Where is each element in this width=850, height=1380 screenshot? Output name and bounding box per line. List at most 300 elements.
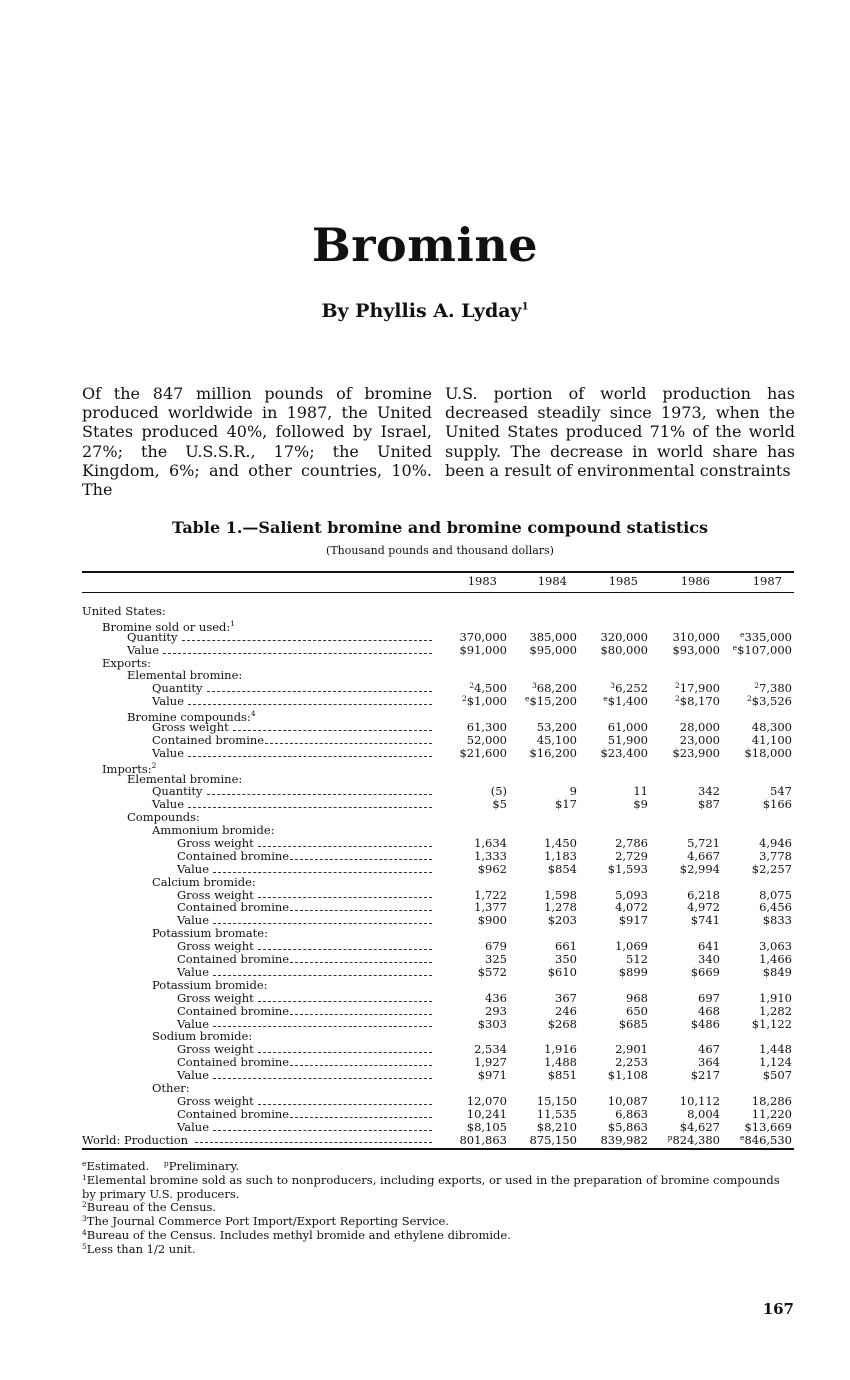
cell-value: 2,729 (615, 848, 648, 863)
cell-value: 2,534 (474, 1042, 507, 1057)
intro-column-right (445, 384, 795, 480)
table-cell (722, 914, 792, 927)
leader-dots (188, 807, 432, 808)
cell-value: $507 (762, 1068, 792, 1083)
cell-value: $9 (633, 797, 648, 812)
cell-value: $166 (762, 797, 792, 812)
cell-value: $685 (618, 1016, 648, 1031)
cell-value: 342 (698, 784, 720, 799)
cell-value: 61,000 (607, 720, 648, 735)
cell-value: 468 (698, 1003, 720, 1018)
leader-dots (163, 653, 432, 654)
leader-dots (265, 743, 432, 744)
row-label-text: Quantity (152, 784, 203, 799)
table-cell (507, 695, 577, 708)
cell-value: $610 (547, 964, 577, 979)
cell-value: 68,200 (536, 681, 577, 696)
row-label-text: Contained bromine (177, 848, 290, 863)
cell-value: 4,072 (615, 900, 648, 915)
cell-value: 1,333 (474, 848, 507, 863)
table-cell (650, 747, 720, 760)
row-label-text: Sodium bromide: (152, 1029, 253, 1044)
leader-dots (290, 910, 432, 911)
cell-value: $1,593 (607, 861, 648, 876)
cell-value: $16,200 (529, 745, 577, 760)
cell-value: $486 (690, 1016, 720, 1031)
cell-value: $900 (477, 913, 507, 928)
cell-value: 364 (698, 1055, 720, 1070)
leader-dots (258, 1104, 432, 1105)
leader-dots (213, 1130, 432, 1131)
table-bottom-rule (82, 1148, 794, 1150)
row-label-text: Gross weight (177, 887, 254, 902)
table-cell (722, 966, 792, 979)
cell-footnote-marker: e (732, 642, 738, 652)
cell-value: $971 (477, 1068, 507, 1083)
table-cell (507, 798, 577, 811)
footnote: $^1$Elemental bromine sold as such to nonproducers, including exports, or used in the preparation of bromine compounds by primary U.S. producers. (82, 1172, 780, 1201)
row-label-text: Gross weight (177, 1093, 254, 1108)
cell-value: 45,100 (536, 732, 577, 747)
row-label-text: Quantity (152, 681, 203, 696)
row-label-text: Ammonium bromide: (152, 823, 275, 838)
cell-value: 1,278 (544, 900, 577, 915)
table-cell (650, 1134, 720, 1147)
cell-value: 18,286 (751, 1093, 792, 1108)
row-label-text: Compounds: (127, 810, 200, 825)
leader-dots (258, 1052, 432, 1053)
footnote: $^3$The Journal Commerce Port Import/Export Reporting Service. (82, 1214, 449, 1229)
row-label-text: Gross weight (177, 939, 254, 954)
table-cell (437, 695, 507, 708)
leader-dots (290, 1065, 432, 1066)
leader-dots (195, 1142, 432, 1143)
table-cell (650, 798, 720, 811)
row-label-text: Value (127, 642, 159, 657)
year-header-1987: 1987 (752, 574, 782, 588)
cell-value: 11 (633, 784, 648, 799)
row-label-footnote: 1 (230, 618, 236, 628)
cell-value: 10,112 (679, 1093, 720, 1108)
leader-dots (258, 897, 432, 898)
cell-value: 6,218 (687, 887, 720, 902)
leader-dots (207, 691, 432, 692)
cell-value: $203 (547, 913, 577, 928)
cell-value: 4,946 (759, 836, 792, 851)
table-cell (578, 1069, 648, 1082)
cell-value: 2,253 (615, 1055, 648, 1070)
table-cell (722, 695, 792, 708)
leader-dots (258, 1001, 432, 1002)
row-label-text: Value (152, 694, 184, 709)
cell-value: 4,972 (687, 900, 720, 915)
cell-value: 3,063 (759, 939, 792, 954)
table-cell (650, 1018, 720, 1031)
leader-dots (213, 975, 432, 976)
table-cell (578, 798, 648, 811)
table-cell (507, 1018, 577, 1031)
row-label-text: Contained bromine (177, 1106, 290, 1121)
cell-value: 1,722 (474, 887, 507, 902)
row-label-text: Gross weight (152, 720, 229, 735)
row-label-text: Quantity (127, 629, 178, 644)
cell-value: 4,667 (687, 848, 720, 863)
cell-footnote-marker: 2 (746, 694, 752, 704)
cell-value: $21,600 (459, 745, 507, 760)
cell-value: 320,000 (600, 629, 648, 644)
table-row (82, 605, 794, 618)
table-cell (507, 644, 577, 657)
leader-dots (213, 1026, 432, 1027)
row-label-text: Imports: (102, 761, 152, 776)
cell-value: 246 (555, 1003, 577, 1018)
cell-value: $4,627 (679, 1119, 720, 1134)
cell-value: 48,300 (751, 720, 792, 735)
table-title: Table 1.—Salient bromine and bromine compound statistics (171, 518, 709, 537)
cell-value: $1,000 (466, 694, 507, 709)
cell-value: 52,000 (466, 732, 507, 747)
cell-value: $851 (547, 1068, 577, 1083)
row-label-text: Value (177, 913, 209, 928)
cell-footnote-marker: e (739, 1132, 745, 1142)
table-cell (437, 966, 507, 979)
cell-footnote-marker: 3 (531, 681, 537, 691)
table-cell (578, 1018, 648, 1031)
cell-value: 9 (569, 784, 577, 799)
cell-value: $13,669 (744, 1119, 792, 1134)
cell-value: 467 (698, 1042, 720, 1057)
cell-value: 325 (485, 952, 507, 967)
row-label-text: Calcium bromide: (152, 874, 256, 889)
cell-value: 11,220 (751, 1106, 792, 1121)
cell-value: 547 (770, 784, 792, 799)
cell-value: 1,377 (474, 900, 507, 915)
cell-value: $854 (547, 861, 577, 876)
table-cell (650, 644, 720, 657)
table-subtitle: (Thousand pounds and thousand dollars) (326, 544, 554, 557)
cell-value: 1,916 (544, 1042, 577, 1057)
cell-value: $1,400 (607, 694, 648, 709)
table-footnotes (82, 1160, 794, 1257)
cell-value: $18,000 (744, 745, 792, 760)
leader-dots (213, 923, 432, 924)
cell-value: 1,598 (544, 887, 577, 902)
row-label-text: Other: (152, 1080, 190, 1095)
table-body (82, 605, 794, 1146)
cell-value: $849 (762, 964, 792, 979)
leader-dots (290, 859, 432, 860)
page-number: 167 (762, 1300, 794, 1318)
cell-value: $833 (762, 913, 792, 928)
cell-value: 23,000 (679, 732, 720, 747)
table-row (82, 695, 794, 708)
cell-footnote-marker: e (603, 694, 608, 704)
cell-footnote-marker: 2 (754, 681, 760, 691)
cell-value: 11,535 (536, 1106, 577, 1121)
row-label-text: Contained bromine (177, 952, 290, 967)
cell-value: 661 (555, 939, 577, 954)
cell-value: $8,105 (466, 1119, 507, 1134)
cell-footnote-marker: 2 (461, 694, 467, 704)
row-label-text: Potassium bromate: (152, 926, 268, 941)
table-cell (578, 644, 648, 657)
cell-value: 61,300 (466, 720, 507, 735)
author-name: By Phyllis A. Lyday (321, 300, 522, 322)
row-label-text: Bromine sold or used: (102, 619, 231, 634)
intro-column-left (82, 384, 432, 499)
cell-footnote-marker: e (524, 694, 530, 704)
row-label-text: Gross weight (177, 1042, 254, 1057)
leader-dots (290, 1117, 432, 1118)
cell-value: 1,634 (474, 836, 507, 851)
footnote: $^e$Estimated. $^p$Preliminary. (82, 1159, 240, 1173)
row-label-text: Value (152, 745, 184, 760)
cell-value: 6,252 (615, 681, 648, 696)
cell-value: 6,863 (615, 1106, 648, 1121)
table-cell (507, 966, 577, 979)
leader-dots (258, 846, 432, 847)
cell-value: $5 (492, 797, 507, 812)
table-row (82, 747, 794, 760)
cell-value: 17,900 (679, 681, 720, 696)
cell-value: 1,448 (759, 1042, 792, 1057)
cell-value: $899 (618, 964, 648, 979)
table-cell (722, 1018, 792, 1031)
row-label-text: Contained bromine (152, 732, 265, 747)
cell-value: 801,863 (459, 1132, 507, 1147)
table-cell (650, 695, 720, 708)
cell-value: $17 (555, 797, 577, 812)
cell-value: $15,200 (529, 694, 577, 709)
table-cell (507, 1134, 577, 1147)
row-label-text: Gross weight (177, 990, 254, 1005)
footnote: $^2$Bureau of the Census. (82, 1200, 217, 1215)
intro-paragraph-right: U.S. portion of world production has decreased steadily since 1973, when the United States produced 71% of the world supply. The decrease in world share has been a result of environmental constraints (445, 384, 795, 480)
cell-value: 1,466 (759, 952, 792, 967)
cell-value: 350 (555, 952, 577, 967)
cell-value: 8,075 (759, 887, 792, 902)
table-cell (722, 1069, 792, 1082)
row-label (82, 1134, 188, 1147)
cell-value: 5,093 (615, 887, 648, 902)
cell-value: $741 (690, 913, 720, 928)
cell-value: 512 (626, 952, 648, 967)
cell-value: 51,900 (607, 732, 648, 747)
cell-value: 8,004 (687, 1106, 720, 1121)
leader-dots (290, 962, 432, 963)
table-cell (437, 914, 507, 927)
cell-value: 436 (485, 990, 507, 1005)
article-title: Bromine (311, 218, 539, 272)
table-cell (437, 644, 507, 657)
cell-value: $962 (477, 861, 507, 876)
cell-value: $93,000 (672, 642, 720, 657)
row-label-text: Value (152, 797, 184, 812)
table-cell (722, 747, 792, 760)
cell-value: 367 (555, 990, 577, 1005)
table-header-rule (82, 592, 794, 593)
row-label-footnote: 2 (151, 760, 157, 770)
table-cell (578, 747, 648, 760)
cell-value: $2,257 (751, 861, 792, 876)
cell-value: $1,122 (751, 1016, 792, 1031)
table-cell (437, 747, 507, 760)
cell-value: 2,901 (615, 1042, 648, 1057)
cell-value: $87 (698, 797, 720, 812)
cell-value: 697 (698, 990, 720, 1005)
row-label-text: World: Production (82, 1132, 189, 1147)
cell-value: 293 (485, 1003, 507, 1018)
cell-value: 7,380 (759, 681, 792, 696)
cell-value: 1,183 (544, 848, 577, 863)
row-label-text: Gross weight (177, 836, 254, 851)
cell-value: $572 (477, 964, 507, 979)
table-cell (650, 1069, 720, 1082)
row-label-text: Contained bromine (177, 1055, 290, 1070)
cell-value: $80,000 (600, 642, 648, 657)
cell-value: 340 (698, 952, 720, 967)
table-cell (578, 966, 648, 979)
row-label-text: Potassium bromide: (152, 977, 268, 992)
cell-value: $1,108 (607, 1068, 648, 1083)
cell-value: 335,000 (744, 629, 792, 644)
cell-value: 1,927 (474, 1055, 507, 1070)
cell-footnote-marker: 2 (674, 694, 680, 704)
year-header-1984: 1984 (537, 574, 567, 588)
table-top-rule (82, 571, 794, 573)
footnote: $^5$Less than 1/2 unit. (82, 1241, 196, 1256)
leader-dots (213, 872, 432, 873)
cell-value: 6,456 (759, 900, 792, 915)
leader-dots (290, 1014, 432, 1015)
cell-footnote-marker: e (739, 629, 745, 639)
cell-value: 53,200 (536, 720, 577, 735)
leader-dots (182, 640, 432, 641)
table-cell (722, 1134, 792, 1147)
cell-value: 875,150 (529, 1132, 577, 1147)
leader-dots (258, 949, 432, 950)
byline-footnote-marker: 1 (521, 301, 529, 313)
cell-value: $107,000 (737, 642, 792, 657)
row-label-text: Contained bromine (177, 900, 290, 915)
cell-value: $2,994 (679, 861, 720, 876)
cell-value: 5,721 (687, 836, 720, 851)
cell-value: $303 (477, 1016, 507, 1031)
byline (0, 300, 850, 322)
cell-value: $95,000 (529, 642, 577, 657)
leader-dots (188, 704, 432, 705)
row-label-text: Contained bromine (177, 1003, 290, 1018)
cell-footnote-marker: 2 (469, 681, 475, 691)
table-cell (437, 863, 507, 876)
cell-value: 41,100 (751, 732, 792, 747)
table-cell (650, 863, 720, 876)
table-cell (578, 863, 648, 876)
cell-value: $268 (547, 1016, 577, 1031)
table-cell (722, 798, 792, 811)
footnote: $^4$Bureau of the Census. Includes methyl bromide and ethylene dibromide. (82, 1227, 511, 1242)
row-label-text: Value (177, 964, 209, 979)
table-row (82, 785, 794, 798)
cell-value: 310,000 (672, 629, 720, 644)
row-label-text: United States: (82, 604, 166, 618)
year-header-1983: 1983 (467, 574, 497, 588)
cell-value: $91,000 (459, 642, 507, 657)
leader-dots (188, 756, 432, 757)
cell-value: $8,210 (536, 1119, 577, 1134)
cell-value: $669 (690, 964, 720, 979)
cell-value: 1,450 (544, 836, 577, 851)
cell-value: 824,380 (672, 1132, 720, 1147)
cell-value: 10,087 (607, 1093, 648, 1108)
cell-value: 650 (626, 1003, 648, 1018)
cell-value: 28,000 (679, 720, 720, 735)
table-cell (507, 1069, 577, 1082)
table-cell (722, 863, 792, 876)
table-cell (437, 1018, 507, 1031)
table-cell (650, 914, 720, 927)
leader-dots (213, 1078, 432, 1079)
year-header-1985: 1985 (608, 574, 638, 588)
table-row (82, 644, 794, 657)
cell-value: 4,500 (474, 681, 507, 696)
year-header-1986: 1986 (680, 574, 710, 588)
table-cell (722, 644, 792, 657)
cell-value: 846,530 (744, 1132, 792, 1147)
row-label-text: Value (177, 1016, 209, 1031)
leader-dots (233, 730, 432, 731)
cell-value: 641 (698, 939, 720, 954)
cell-value: 679 (485, 939, 507, 954)
cell-value: $5,863 (607, 1119, 648, 1134)
cell-footnote-marker: 2 (674, 681, 680, 691)
row-label (152, 747, 184, 760)
row-label-text: Elemental bromine: (127, 668, 243, 683)
cell-value: 1,910 (759, 990, 792, 1005)
cell-value: 1,488 (544, 1055, 577, 1070)
table-cell (578, 1134, 648, 1147)
cell-value: 12,070 (466, 1093, 507, 1108)
table-cell (507, 914, 577, 927)
cell-value: 2,786 (615, 836, 648, 851)
cell-value: 1,069 (615, 939, 648, 954)
row-label-text: Bromine compounds: (127, 709, 251, 724)
cell-footnote-marker: p (667, 1132, 673, 1142)
cell-value: 370,000 (459, 629, 507, 644)
row-label-text: Elemental bromine: (127, 771, 243, 786)
cell-value: 839,982 (600, 1132, 648, 1147)
cell-value: $3,526 (751, 694, 792, 709)
row-label-text: Exports: (102, 655, 152, 670)
table-cell (578, 914, 648, 927)
table-cell (578, 695, 648, 708)
leader-dots (207, 794, 432, 795)
table-cell (507, 747, 577, 760)
row-label-text: Value (177, 1119, 209, 1134)
cell-value: 15,150 (536, 1093, 577, 1108)
table-cell (507, 863, 577, 876)
row-label (82, 605, 166, 618)
cell-value: 968 (626, 990, 648, 1005)
cell-value: $217 (690, 1068, 720, 1083)
intro-paragraph-left: Of the 847 million pounds of bromine produced worldwide in 1987, the United States produced 40%, followed by Israel, 27%; the U.S.S.R., 17%; the United Kingdom, 6%; and other countries, 10%. The (82, 384, 432, 500)
cell-value: 3,778 (759, 848, 792, 863)
cell-value: $8,170 (679, 694, 720, 709)
cell-value: $23,400 (600, 745, 648, 760)
cell-value: 385,000 (529, 629, 577, 644)
cell-value: (5) (490, 784, 507, 799)
table-cell (650, 966, 720, 979)
